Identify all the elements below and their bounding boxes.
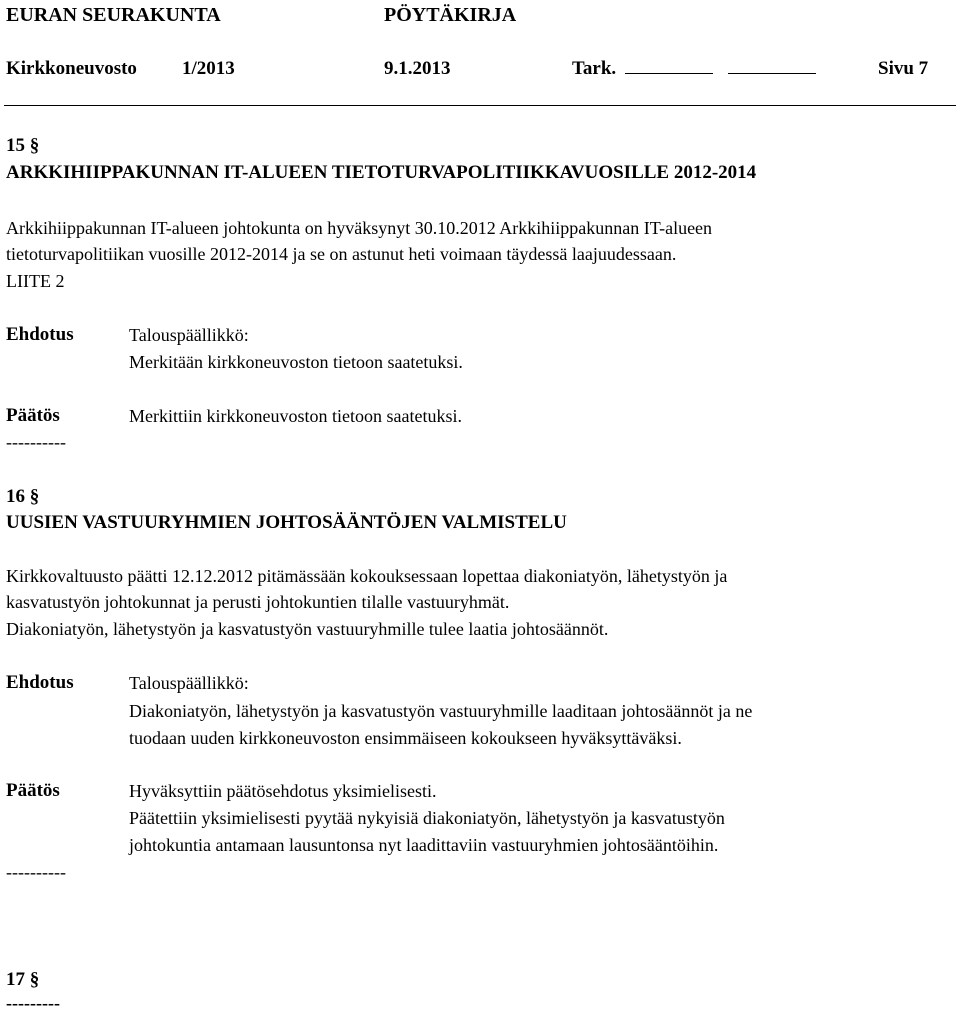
separator: ---------: [6, 993, 60, 1013]
proposer: Talouspäällikkö:: [129, 325, 249, 345]
header-rule: [4, 105, 956, 106]
check-label: Tark.: [572, 58, 617, 79]
proposal-text: tuodaan uuden kirkkoneuvoston ensimmäiseen kokoukseen hyväksyttäväksi.: [129, 728, 682, 748]
body-text: Arkkihiippakunnan IT-alueen johtokunta on hyväksynyt 30.10.2012 Arkkihiippakunnan IT-alueen: [6, 218, 713, 238]
proposal-label: Ehdotus: [6, 324, 74, 345]
separator: ----------: [6, 432, 66, 452]
meeting-date: 9.1.2013: [384, 58, 451, 79]
proposer: Talouspäällikkö:: [129, 673, 249, 693]
decision-label: Päätös: [6, 405, 60, 426]
attachment-reference: LIITE 2: [6, 271, 65, 291]
decision-text: Päätettiin yksimielisesti pyytää nykyisiä diakoniatyön, lähetystyön ja kasvatustyön: [129, 808, 725, 828]
meeting-number: 1/2013: [182, 58, 235, 79]
signature-blank-2: [728, 73, 816, 74]
body-text: kasvatustyön johtokunnat ja perusti johtokuntien tilalle vastuuryhmät.: [6, 592, 510, 612]
check-field: [572, 58, 816, 80]
document-type: PÖYTÄKIRJA: [384, 4, 517, 26]
section-number: 15 §: [6, 135, 40, 156]
decision-text: Merkittiin kirkkoneuvoston tietoon saatetuksi.: [129, 406, 462, 426]
body-text: Diakoniatyön, lähetystyön ja kasvatustyön vastuuryhmille tulee laatia johtosäännöt.: [6, 619, 609, 639]
meeting-body: Kirkkoneuvosto: [6, 58, 137, 79]
body-text: Kirkkovaltuusto päätti 12.12.2012 pitämässään kokouksessaan lopettaa diakoniatyön, lähetystyön ja: [6, 566, 728, 586]
section-number: 17 §: [6, 969, 40, 990]
section-number: 16 §: [6, 486, 40, 507]
decision-text: johtokuntia antamaan lausuntonsa nyt laadittaviin vastuuryhmien johtosääntöihin.: [129, 835, 719, 855]
decision-label: Päätös: [6, 780, 60, 801]
proposal-label: Ehdotus: [6, 672, 74, 693]
body-text: tietoturvapolitiikan vuosille 2012-2014 ja se on astunut heti voimaan täydessä laajuudessaan.: [6, 244, 677, 264]
section-title: ARKKIHIIPPAKUNNAN IT-ALUEEN TIETOTURVAPOLITIIKKAVUOSILLE 2012-2014: [6, 162, 757, 183]
decision-text: Hyväksyttiin päätösehdotus yksimielisesti.: [129, 781, 437, 801]
section-title: UUSIEN VASTUURYHMIEN JOHTOSÄÄNTÖJEN VALMISTELU: [6, 512, 567, 533]
organization-name: EURAN SEURAKUNTA: [6, 4, 221, 26]
signature-blank-1: [625, 73, 713, 74]
page-number: Sivu 7: [878, 58, 929, 79]
proposal-text: Diakoniatyön, lähetystyön ja kasvatustyön vastuuryhmille laaditaan johtosäännöt ja ne: [129, 701, 753, 721]
separator: ----------: [6, 862, 66, 882]
proposal-text: Merkitään kirkkoneuvoston tietoon saatetuksi.: [129, 352, 463, 372]
